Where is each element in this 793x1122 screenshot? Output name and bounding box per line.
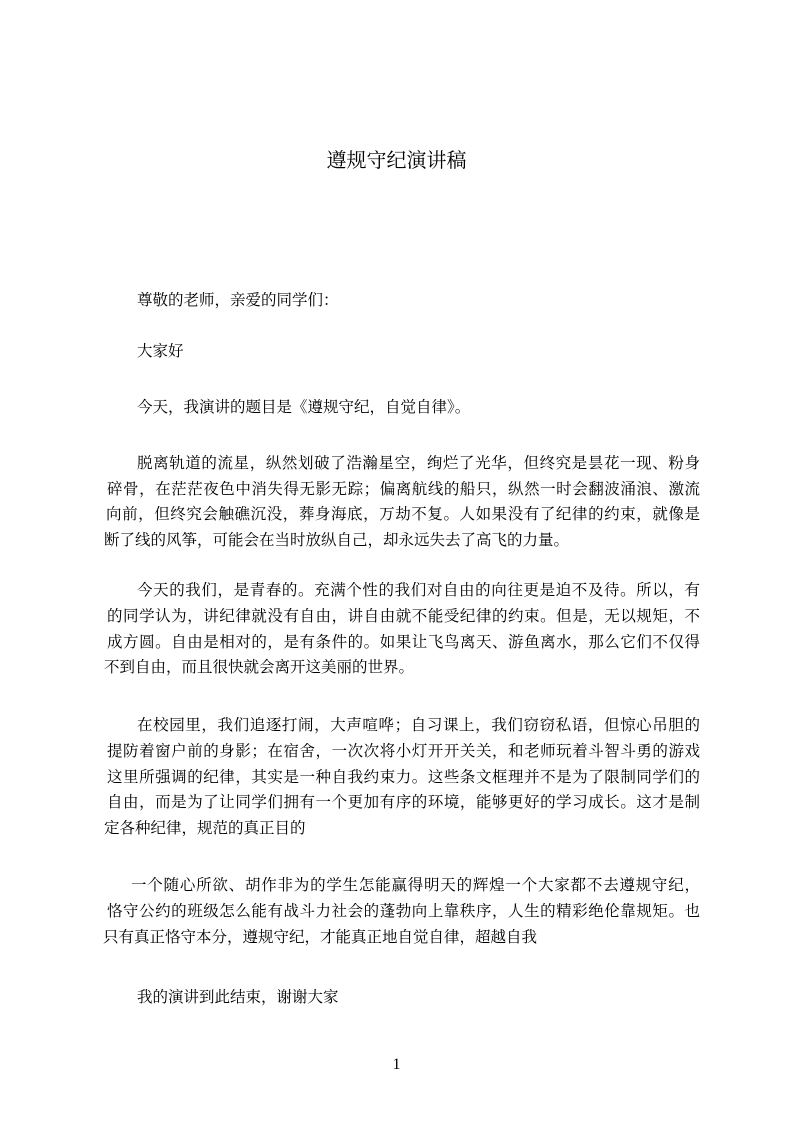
- paragraph-2-line: 今天的我们，是青春的。充满个性的我们对自由的向往更是迫不及待。所以，有: [137, 581, 700, 599]
- paragraph-1-line: 向前，但终究会触礁沉没，葬身海底，万劫不复。人如果没有了纪律的约束，就像是: [106, 505, 700, 523]
- greeting: 大家好: [137, 342, 184, 360]
- closing: 我的演讲到此结束，谢谢大家: [137, 988, 339, 1006]
- paragraph-3-line: 提防着窗户前的身影；在宿舍，一次次将小灯开开关关，和老师玩着斗智斗勇的游戏: [107, 742, 700, 760]
- intro: 今天，我演讲的题目是《遵规守纪，自觉自律》。: [137, 398, 471, 416]
- paragraph-3-line: 这里所强调的纪律，其实是一种自我约束力。这些条文框理并不是为了限制同学们的: [107, 768, 700, 786]
- paragraph-4-line: 一个随心所欲、胡作非为的学生怎能赢得明天的辉煌一个大家都不去遵规守纪，: [131, 876, 700, 894]
- page-number: 1: [392, 1056, 401, 1073]
- paragraph-4-line: 恪守公约的班级怎么能有战斗力社会的蓬勃向上靠秩序，人生的精彩绝伦靠规矩。也: [107, 902, 700, 920]
- paragraph-4-line: 只有真正恪守本分，遵规守纪，才能真正地自觉自律，超越自我: [103, 928, 538, 946]
- paragraph-3-line: 在校园里，我们追逐打闹，大声喧哗；自习课上，我们窃窃私语，但惊心吊胆的: [137, 716, 700, 734]
- paragraph-2-line: 不到自由，而且很快就会离开这美丽的世界。: [104, 658, 415, 676]
- salutation: 尊敬的老师，亲爱的同学们：: [137, 291, 339, 309]
- paragraph-2-line: 的同学认为，讲纪律就没有自由，讲自由就不能受纪律的约束。但是，无以规矩，不: [107, 607, 700, 625]
- paragraph-1-line: 碎骨，在茫茫夜色中消失得无影无踪；偏离航线的船只，纵然一时会翻波涌浪、激流: [107, 480, 700, 498]
- paragraph-3-line: 定各种纪律，规范的真正目的: [104, 819, 306, 837]
- paragraph-1-line: 断了线的风筝，可能会在当时放纵自己，却永远失去了高飞的力量。: [104, 531, 570, 549]
- document-title: 遵规守纪演讲稿: [326, 148, 467, 172]
- paragraph-3-line: 自由，而是为了让同学们拥有一个更加有序的环境，能够更好的学习成长。这才是制: [107, 793, 700, 811]
- paragraph-1-line: 脱离轨道的流星，纵然划破了浩瀚星空，绚烂了光华，但终究是昙花一现、粉身: [137, 454, 700, 472]
- paragraph-2-line: 成方圆。自由是相对的，是有条件的。如果让飞鸟离天、游鱼离水，那么它们不仅得: [107, 633, 700, 651]
